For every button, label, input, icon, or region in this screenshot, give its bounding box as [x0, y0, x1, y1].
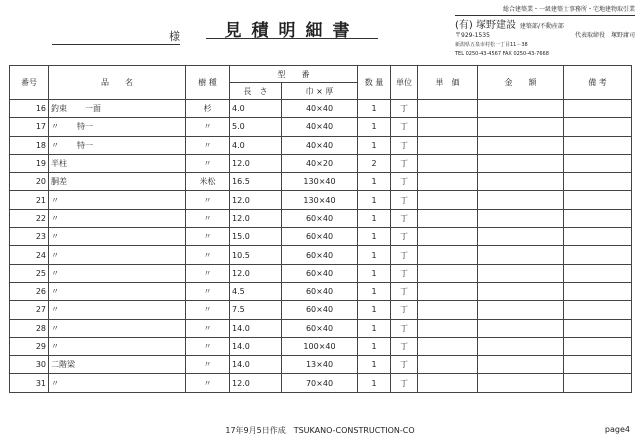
row-unit: 丁: [391, 154, 418, 172]
document-title: 見積明細書: [206, 16, 378, 39]
row-tree-species: 〃: [186, 191, 230, 209]
addressee-line: [52, 28, 180, 45]
company-name: (有) 塚野建設: [455, 19, 516, 31]
row-size: 60×40: [282, 282, 358, 300]
row-length: 12.0: [230, 191, 282, 209]
row-unit-price: [418, 136, 478, 154]
row-unit-price: [418, 319, 478, 337]
row-remarks: [564, 319, 632, 337]
table-row: [10, 100, 632, 118]
row-quantity: 1: [358, 356, 391, 374]
item-name: 〃: [51, 232, 59, 242]
row-unit-price: [418, 282, 478, 300]
row-size: 60×40: [282, 246, 358, 264]
row-quantity: 1: [358, 118, 391, 136]
row-size: 130×40: [282, 191, 358, 209]
row-length: 12.0: [230, 209, 282, 227]
row-number: 20: [10, 173, 49, 191]
item-name: 半柱: [51, 159, 67, 169]
row-amount: [478, 136, 564, 154]
row-size: 60×40: [282, 319, 358, 337]
row-unit-price: [418, 191, 478, 209]
row-unit-price: [418, 173, 478, 191]
row-size: 40×40: [282, 100, 358, 118]
row-item-name: [49, 319, 186, 337]
row-length: 4.0: [230, 136, 282, 154]
row-remarks: [564, 337, 632, 355]
item-name: 〃: [51, 287, 59, 297]
row-quantity: 1: [358, 209, 391, 227]
row-quantity: 1: [358, 191, 391, 209]
item-name: 〃: [51, 122, 59, 132]
row-item-name: [49, 173, 186, 191]
row-unit-price: [418, 264, 478, 282]
company-block: [455, 6, 635, 57]
row-number: 29: [10, 337, 49, 355]
table-row: [10, 136, 632, 154]
row-size: 130×40: [282, 173, 358, 191]
row-amount: [478, 173, 564, 191]
row-unit: 丁: [391, 173, 418, 191]
row-item-name: [49, 228, 186, 246]
row-remarks: [564, 136, 632, 154]
item-name: 〃: [51, 195, 59, 205]
row-item-name: [49, 337, 186, 355]
row-amount: [478, 264, 564, 282]
row-number: 18: [10, 136, 49, 154]
row-unit: 丁: [391, 356, 418, 374]
item-grade: 特一: [77, 122, 93, 132]
row-remarks: [564, 118, 632, 136]
row-tree-species: 〃: [186, 154, 230, 172]
row-number: 30: [10, 356, 49, 374]
row-length: 14.0: [230, 319, 282, 337]
col-header-tree: 樹 種: [186, 66, 230, 100]
row-tree-species: 〃: [186, 319, 230, 337]
row-number: 17: [10, 118, 49, 136]
row-unit-price: [418, 228, 478, 246]
table-row: [10, 246, 632, 264]
row-tree-species: 〃: [186, 246, 230, 264]
row-tree-species: 〃: [186, 374, 230, 392]
row-quantity: 1: [358, 301, 391, 319]
row-item-name: [49, 191, 186, 209]
row-quantity: 1: [358, 136, 391, 154]
item-grade: 特一: [77, 140, 93, 150]
item-name: 胴差: [51, 177, 67, 187]
row-tree-species: 〃: [186, 118, 230, 136]
row-remarks: [564, 154, 632, 172]
row-unit-price: [418, 337, 478, 355]
row-length: 5.0: [230, 118, 282, 136]
page-number: page4: [604, 425, 630, 434]
col-header-no: 番号: [10, 66, 49, 100]
row-tree-species: 〃: [186, 209, 230, 227]
row-unit-price: [418, 246, 478, 264]
row-quantity: 1: [358, 374, 391, 392]
row-quantity: 1: [358, 319, 391, 337]
row-remarks: [564, 301, 632, 319]
row-amount: [478, 118, 564, 136]
company-tagline: 総合建築業・一級建築士事務所・宅地建物取引業: [455, 6, 635, 16]
row-quantity: 1: [358, 246, 391, 264]
row-quantity: 1: [358, 173, 391, 191]
item-name: 二階梁: [51, 360, 75, 370]
table-row: [10, 228, 632, 246]
col-header-remarks: 備 考: [564, 66, 632, 100]
row-number: 24: [10, 246, 49, 264]
row-tree-species: 〃: [186, 337, 230, 355]
row-remarks: [564, 100, 632, 118]
row-quantity: 1: [358, 100, 391, 118]
row-unit-price: [418, 301, 478, 319]
row-tree-species: 〃: [186, 136, 230, 154]
row-unit-price: [418, 374, 478, 392]
row-tree-species: 米松: [186, 173, 230, 191]
row-remarks: [564, 282, 632, 300]
row-size: 60×40: [282, 209, 358, 227]
row-amount: [478, 282, 564, 300]
row-item-name: [49, 209, 186, 227]
row-amount: [478, 301, 564, 319]
table-row: [10, 154, 632, 172]
row-number: 26: [10, 282, 49, 300]
table-row: [10, 337, 632, 355]
row-length: 12.0: [230, 264, 282, 282]
row-number: 16: [10, 100, 49, 118]
row-length: 15.0: [230, 228, 282, 246]
table-row: [10, 209, 632, 227]
col-header-qty: 数 量: [358, 66, 391, 100]
row-unit: 丁: [391, 136, 418, 154]
row-quantity: 1: [358, 282, 391, 300]
row-length: 10.5: [230, 246, 282, 264]
row-number: 27: [10, 301, 49, 319]
row-remarks: [564, 191, 632, 209]
row-length: 14.0: [230, 356, 282, 374]
row-tree-species: 杉: [186, 100, 230, 118]
item-name: 〃: [51, 342, 59, 351]
row-number: 21: [10, 191, 49, 209]
row-size: 60×40: [282, 301, 358, 319]
row-item-name: [49, 100, 186, 118]
item-grade: 一面: [85, 104, 101, 114]
addressee-suffix: 様: [169, 30, 180, 43]
row-amount: [478, 209, 564, 227]
row-amount: [478, 228, 564, 246]
footer-created: 17年9月5日作成 TSUKANO-CONSTRUCTION-CO: [225, 426, 415, 435]
estimate-table: [9, 65, 632, 393]
row-size: 40×40: [282, 136, 358, 154]
row-tree-species: 〃: [186, 282, 230, 300]
row-size: 40×20: [282, 154, 358, 172]
row-quantity: 1: [358, 337, 391, 355]
row-number: 22: [10, 209, 49, 227]
company-representative: 代表取締役 塚野庸司: [574, 32, 635, 39]
row-tree-species: 〃: [186, 228, 230, 246]
row-size: 40×40: [282, 118, 358, 136]
row-unit: 丁: [391, 100, 418, 118]
row-unit-price: [418, 118, 478, 136]
row-size: 60×40: [282, 228, 358, 246]
item-name: 〃: [51, 305, 59, 315]
table-row: [10, 319, 632, 337]
row-unit: 丁: [391, 246, 418, 264]
row-item-name: [49, 154, 186, 172]
row-number: 25: [10, 264, 49, 282]
row-quantity: 1: [358, 228, 391, 246]
row-unit: 丁: [391, 118, 418, 136]
company-tel: TEL 0250-43-4567 FAX 0250-43-7668: [455, 50, 549, 57]
row-remarks: [564, 246, 632, 264]
table-row: [10, 374, 632, 392]
row-number: 31: [10, 374, 49, 392]
row-item-name: [49, 356, 186, 374]
row-unit-price: [418, 154, 478, 172]
row-unit: 丁: [391, 319, 418, 337]
row-tree-species: 〃: [186, 356, 230, 374]
row-amount: [478, 154, 564, 172]
row-tree-species: 〃: [186, 301, 230, 319]
row-quantity: 2: [358, 154, 391, 172]
row-number: 19: [10, 154, 49, 172]
col-header-unit-price: 単 価: [418, 66, 478, 100]
row-unit: 丁: [391, 301, 418, 319]
row-quantity: 1: [358, 264, 391, 282]
row-length: 14.0: [230, 337, 282, 355]
item-name: 〃: [51, 140, 59, 150]
col-header-amount: 金 額: [478, 66, 564, 100]
row-size: 70×40: [282, 374, 358, 392]
row-unit: 丁: [391, 191, 418, 209]
row-unit: 丁: [391, 264, 418, 282]
row-amount: [478, 319, 564, 337]
row-amount: [478, 356, 564, 374]
row-remarks: [564, 356, 632, 374]
row-unit: 丁: [391, 209, 418, 227]
row-item-name: [49, 282, 186, 300]
row-number: 28: [10, 319, 49, 337]
row-length: 7.5: [230, 301, 282, 319]
table-row: [10, 282, 632, 300]
row-amount: [478, 246, 564, 264]
row-length: 4.0: [230, 100, 282, 118]
col-header-length: 長 さ: [230, 83, 282, 100]
row-unit: 丁: [391, 282, 418, 300]
row-length: 12.0: [230, 154, 282, 172]
table-row: [10, 301, 632, 319]
row-length: 12.0: [230, 374, 282, 392]
row-length: 16.5: [230, 173, 282, 191]
row-amount: [478, 374, 564, 392]
table-row: [10, 173, 632, 191]
row-remarks: [564, 264, 632, 282]
row-unit: 丁: [391, 374, 418, 392]
item-name: 〃: [51, 323, 59, 333]
col-header-dims: 型 番: [230, 66, 358, 83]
row-number: 23: [10, 228, 49, 246]
row-amount: [478, 191, 564, 209]
item-name: 〃: [51, 213, 59, 223]
row-unit: 丁: [391, 337, 418, 355]
row-amount: [478, 100, 564, 118]
company-address: 新潟県五泉市村松一丁目11－38: [455, 41, 528, 48]
row-remarks: [564, 374, 632, 392]
table-row: [10, 191, 632, 209]
row-unit-price: [418, 356, 478, 374]
row-unit: 丁: [391, 228, 418, 246]
row-item-name: [49, 264, 186, 282]
col-header-name: 品 名: [49, 66, 186, 100]
row-tree-species: 〃: [186, 264, 230, 282]
row-size: 13×40: [282, 356, 358, 374]
col-header-size: 巾 × 厚: [282, 83, 358, 100]
row-remarks: [564, 228, 632, 246]
table-row: [10, 118, 632, 136]
row-amount: [478, 337, 564, 355]
row-remarks: [564, 173, 632, 191]
row-item-name: [49, 301, 186, 319]
row-size: 60×40: [282, 264, 358, 282]
item-name: 釣束: [51, 104, 67, 114]
company-dept: 建築部/不動産部: [519, 22, 564, 30]
item-name: 〃: [51, 250, 59, 260]
row-item-name: [49, 136, 186, 154]
row-unit-price: [418, 100, 478, 118]
company-postal: 〒929-1535: [455, 32, 490, 39]
row-size: 100×40: [282, 337, 358, 355]
row-unit-price: [418, 209, 478, 227]
row-length: 4.5: [230, 282, 282, 300]
table-row: [10, 264, 632, 282]
row-item-name: [49, 118, 186, 136]
row-remarks: [564, 209, 632, 227]
table-row: [10, 356, 632, 374]
row-item-name: [49, 374, 186, 392]
row-item-name: [49, 246, 186, 264]
item-name: 〃: [51, 268, 59, 278]
col-header-unit: 単位: [391, 66, 418, 100]
item-name: 〃: [51, 378, 59, 388]
